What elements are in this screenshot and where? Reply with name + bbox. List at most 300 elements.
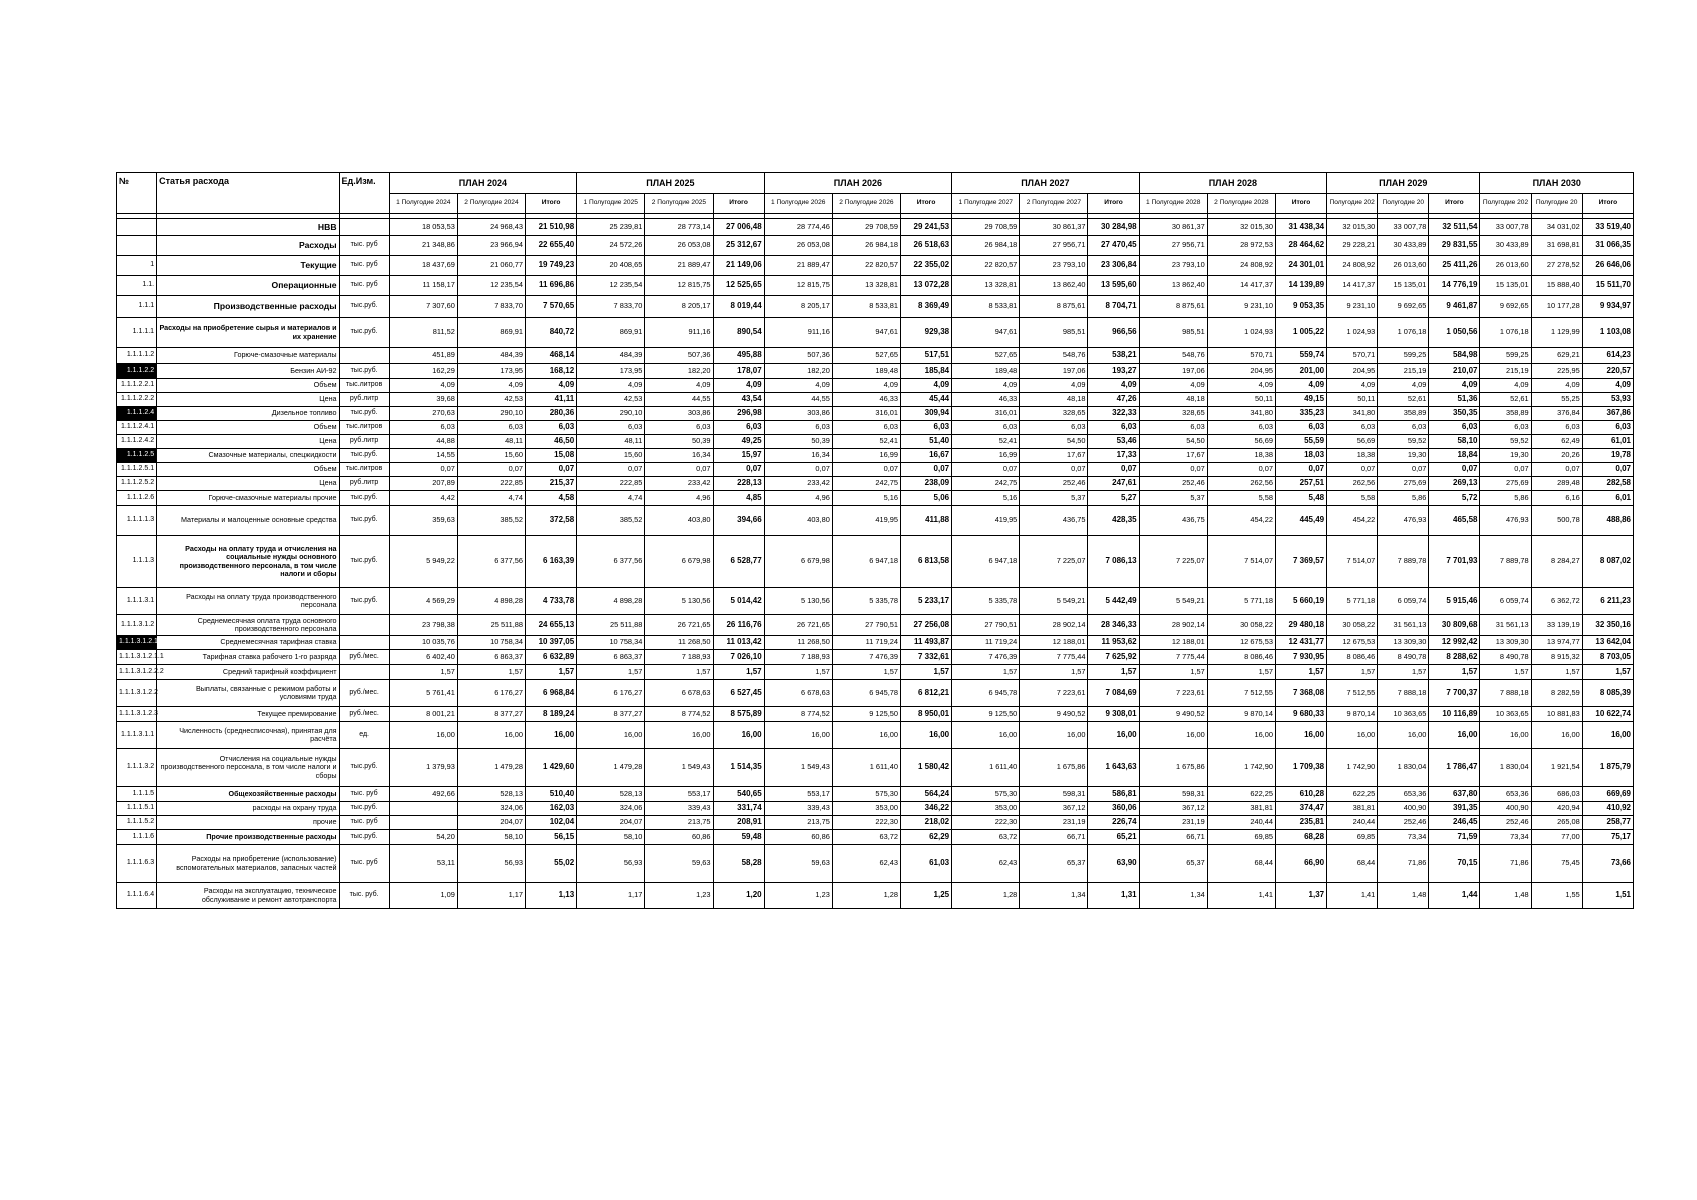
row-value-cell: 4,09 [764,379,832,393]
budget-table-body [117,214,1634,909]
row-total-cell: 26 116,76 [713,615,764,636]
row-value-cell: 225,95 [1531,364,1582,379]
row-value-cell: 570,71 [1327,348,1378,364]
row-value-cell: 4,42 [389,491,457,506]
row-code: 1.1.1.3.1.2.2.2 [117,665,157,680]
row-total-cell: 55,59 [1275,435,1326,449]
row-total-cell: 14 139,89 [1275,276,1326,296]
row-total-cell: 280,36 [526,407,577,421]
row-total-cell: 22 655,40 [526,236,577,256]
row-value-cell: 24 968,43 [457,219,525,236]
row-value-cell: 215,19 [1378,364,1429,379]
row-value-cell: 7 514,07 [1327,536,1378,588]
row-value-cell: 451,89 [389,348,457,364]
row-total-cell: 238,09 [900,477,951,491]
row-total-cell: 468,14 [526,348,577,364]
row-total-cell: 49,15 [1275,393,1326,407]
row-value-cell: 12 188,01 [1139,636,1207,650]
row-total-cell: 7 086,13 [1088,536,1139,588]
row-total-cell: 16,67 [900,449,951,463]
row-value-cell: 25 511,88 [577,615,645,636]
row-value-cell: 4 898,28 [457,588,525,615]
row-total-cell: 8 950,01 [900,707,951,722]
row-value-cell: 16,00 [389,722,457,749]
row-total-cell: 56,15 [526,830,577,845]
row-value-cell: 14 417,37 [1207,276,1275,296]
row-total-cell: 11 493,87 [900,636,951,650]
row-value-cell: 5 761,41 [389,680,457,707]
row-article-name: Объем [157,463,339,477]
row-value-cell: 553,17 [764,787,832,802]
row-value-cell: 18 437,69 [389,256,457,276]
row-code: 1.1.1.2.2 [117,364,157,379]
row-value-cell: 16,00 [952,722,1020,749]
row-article-name: Отчисления на социальные нужды производственного персонала, в том числе налоги и сборы [157,749,339,787]
row-value-cell: 653,36 [1480,787,1531,802]
row-value-cell: 16,00 [577,722,645,749]
row-value-cell: 1 549,43 [645,749,713,787]
row-value-cell: 339,43 [764,802,832,816]
row-value-cell: 10 758,34 [577,636,645,650]
row-value-cell: 5 130,56 [645,588,713,615]
table-row [117,816,1634,830]
row-total-cell: 540,65 [713,787,764,802]
row-value-cell: 242,75 [952,477,1020,491]
row-total-cell: 75,17 [1582,830,1633,845]
row-total-cell: 6,03 [713,421,764,435]
row-value-cell: 65,37 [1020,845,1088,883]
row-value-cell: 33 007,78 [1378,219,1429,236]
row-value-cell: 5 771,18 [1327,588,1378,615]
row-value-cell: 10 177,28 [1531,296,1582,318]
row-total-cell: 15 511,70 [1582,276,1633,296]
row-total-cell: 8 575,89 [713,707,764,722]
row-value-cell: 7 888,18 [1378,680,1429,707]
row-value-cell: 6,03 [832,421,900,435]
row-value-cell: 1,57 [1531,665,1582,680]
row-value-cell: 189,48 [952,364,1020,379]
row-value-cell: 204,07 [577,816,645,830]
row-total-cell: 0,07 [1429,463,1480,477]
row-value-cell: 50,11 [1207,393,1275,407]
row-value-cell: 32 015,30 [1327,219,1378,236]
row-value-cell: 16,00 [764,722,832,749]
row-total-cell: 68,28 [1275,830,1326,845]
row-total-cell: 4,09 [1582,379,1633,393]
row-value-cell: 811,52 [389,318,457,348]
row-total-cell: 12 992,42 [1429,636,1480,650]
row-value-cell: 26 984,18 [952,236,1020,256]
row-total-cell: 1,44 [1429,883,1480,909]
table-row [117,665,1634,680]
row-total-cell: 6,03 [1429,421,1480,435]
row-total-cell: 0,07 [1582,463,1633,477]
row-total-cell: 45,44 [900,393,951,407]
row-total-cell: 55,02 [526,845,577,883]
row-value-cell: 629,21 [1531,348,1582,364]
row-value-cell: 62,43 [832,845,900,883]
row-value-cell: 9 231,10 [1327,296,1378,318]
row-value-cell: 1 024,93 [1327,318,1378,348]
row-value-cell: 575,30 [832,787,900,802]
row-value-cell: 484,39 [457,348,525,364]
row-total-cell: 11 696,86 [526,276,577,296]
row-article-name: Объем [157,379,339,393]
row-total-cell: 29 831,55 [1429,236,1480,256]
row-total-cell: 7 369,57 [1275,536,1326,588]
row-article-name: Смазочные материалы, спецжидкости [157,449,339,463]
row-total-cell: 1 429,60 [526,749,577,787]
row-value-cell: 324,06 [457,802,525,816]
row-total-cell: 5 233,17 [900,588,951,615]
table-row [117,379,1634,393]
row-value-cell: 4,09 [1207,379,1275,393]
row-value-cell: 9 490,52 [1020,707,1088,722]
row-value-cell: 1,09 [389,883,457,909]
row-total-cell: 360,06 [1088,802,1139,816]
row-value-cell: 39,68 [389,393,457,407]
row-code: 1.1.1 [117,296,157,318]
row-value-cell: 5 549,21 [1139,588,1207,615]
row-value-cell: 222,30 [952,816,1020,830]
row-value-cell: 420,94 [1531,802,1582,816]
row-value-cell: 7 514,07 [1207,536,1275,588]
row-code: 1.1.1.2.5.1 [117,463,157,477]
row-value-cell: 4,09 [832,379,900,393]
row-total-cell: 9 308,01 [1088,707,1139,722]
table-row [117,491,1634,506]
row-value-cell: 13 862,40 [1020,276,1088,296]
row-total-cell: 8 087,02 [1582,536,1633,588]
row-total-cell: 235,81 [1275,816,1326,830]
row-value-cell: 1,28 [832,883,900,909]
row-value-cell: 71,86 [1378,845,1429,883]
row-total-cell: 61,01 [1582,435,1633,449]
row-value-cell: 42,53 [577,393,645,407]
row-value-cell: 0,07 [764,463,832,477]
row-value-cell: 24 572,26 [577,236,645,256]
row-value-cell: 7 307,60 [389,296,457,318]
row-value-cell: 7 223,61 [1139,680,1207,707]
row-value-cell: 15 135,01 [1378,276,1429,296]
row-value-cell: 31 561,13 [1480,615,1531,636]
row-total-cell: 5 014,42 [713,588,764,615]
row-value-cell: 30 861,37 [1020,219,1088,236]
row-value-cell: 367,12 [1139,802,1207,816]
row-total-cell: 669,69 [1582,787,1633,802]
row-value-cell: 9 125,50 [952,707,1020,722]
row-value-cell: 0,07 [1020,463,1088,477]
row-value-cell: 653,36 [1378,787,1429,802]
row-value-cell: 4,09 [457,379,525,393]
row-value-cell: 341,80 [1207,407,1275,421]
row-value-cell: 18 053,53 [389,219,457,236]
row-total-cell: 559,74 [1275,348,1326,364]
table-row [117,477,1634,491]
row-total-cell: 1 005,22 [1275,318,1326,348]
row-value-cell: 54,50 [1139,435,1207,449]
row-total-cell: 30 809,68 [1429,615,1480,636]
header-period-1-0: 1 Полугодие 2025 [577,194,645,214]
row-total-cell: 193,27 [1088,364,1139,379]
row-value-cell: 4,09 [952,379,1020,393]
row-value-cell: 7 225,07 [1139,536,1207,588]
row-total-cell: 32 511,54 [1429,219,1480,236]
row-value-cell: 16,34 [645,449,713,463]
header-period-5-1: Полугодие 20 [1378,194,1429,214]
row-value-cell: 598,31 [1020,787,1088,802]
row-total-cell: 16,00 [1088,722,1139,749]
row-value-cell: 33 139,19 [1531,615,1582,636]
row-total-cell: 5,48 [1275,491,1326,506]
row-total-cell: 4,09 [526,379,577,393]
row-total-cell: 27 256,08 [900,615,951,636]
row-value-cell: 23 798,38 [389,615,457,636]
row-total-cell: 63,90 [1088,845,1139,883]
row-total-cell: 12 431,77 [1275,636,1326,650]
row-total-cell: 1 786,47 [1429,749,1480,787]
row-total-cell: 25 411,26 [1429,256,1480,276]
row-value-cell: 548,76 [1020,348,1088,364]
row-value-cell: 30 058,22 [1327,615,1378,636]
row-total-cell: 517,51 [900,348,951,364]
row-value-cell: 30 861,37 [1139,219,1207,236]
row-total-cell: 7 930,95 [1275,650,1326,665]
row-total-cell: 201,00 [1275,364,1326,379]
row-value-cell: 16,00 [1139,722,1207,749]
row-value-cell: 1,57 [1378,665,1429,680]
row-value-cell: 6 059,74 [1378,588,1429,615]
row-value-cell: 6 947,18 [952,536,1020,588]
row-code: 1.1.1.1.3 [117,506,157,536]
row-value-cell: 17,67 [1020,449,1088,463]
row-value-cell: 265,08 [1531,816,1582,830]
row-value-cell: 252,46 [1378,816,1429,830]
row-value-cell: 7 833,70 [577,296,645,318]
row-value-cell: 16,00 [832,722,900,749]
row-value-cell: 28 773,14 [645,219,713,236]
row-total-cell: 1,57 [713,665,764,680]
row-value-cell: 56,93 [577,845,645,883]
budget-table [116,172,1634,909]
row-value-cell: 4,09 [1378,379,1429,393]
row-value-cell: 60,86 [764,830,832,845]
row-value-cell: 4,09 [1327,379,1378,393]
row-value-cell: 1 611,40 [832,749,900,787]
row-unit [339,636,389,650]
row-value-cell: 27 790,51 [952,615,1020,636]
row-value-cell: 7 833,70 [457,296,525,318]
row-value-cell: 16,00 [1327,722,1378,749]
row-value-cell: 63,72 [952,830,1020,845]
row-value-cell: 500,78 [1531,506,1582,536]
table-row [117,749,1634,787]
row-value-cell: 400,90 [1378,802,1429,816]
row-value-cell: 0,07 [1480,463,1531,477]
header-article: Статья расхода [157,173,339,214]
row-value-cell: 15 888,40 [1531,276,1582,296]
row-total-cell: 9 053,35 [1275,296,1326,318]
row-value-cell: 182,20 [645,364,713,379]
row-value-cell: 30 433,89 [1480,236,1531,256]
row-total-cell: 6,03 [526,421,577,435]
table-row [117,276,1634,296]
row-value-cell: 16,34 [764,449,832,463]
row-value-cell: 8 377,27 [457,707,525,722]
row-total-cell: 62,29 [900,830,951,845]
row-value-cell: 4,09 [645,379,713,393]
row-value-cell: 13 309,30 [1480,636,1531,650]
row-total-cell: 0,07 [1088,463,1139,477]
row-code: 1.1.1.6.4 [117,883,157,909]
row-value-cell: 16,00 [1207,722,1275,749]
row-total-cell: 28 346,33 [1088,615,1139,636]
row-value-cell: 52,61 [1480,393,1531,407]
row-value-cell: 1 921,54 [1531,749,1582,787]
row-value-cell: 52,41 [832,435,900,449]
row-value-cell: 21 060,77 [457,256,525,276]
row-value-cell: 1,57 [832,665,900,680]
row-code: 1.1. [117,276,157,296]
row-value-cell: 24 808,92 [1327,256,1378,276]
row-value-cell: 6,03 [1207,421,1275,435]
row-unit: тыс. руб [339,816,389,830]
row-value-cell: 173,95 [457,364,525,379]
row-value-cell: 8 774,52 [764,707,832,722]
row-value-cell: 50,39 [645,435,713,449]
row-total-cell: 7 332,61 [900,650,951,665]
row-value-cell: 69,85 [1327,830,1378,845]
row-total-cell: 7 701,93 [1429,536,1480,588]
row-code: 1.1.1.5.1 [117,802,157,816]
row-total-cell: 6 968,84 [526,680,577,707]
row-total-cell: 258,77 [1582,816,1633,830]
header-plan-2029: ПЛАН 2029 [1327,173,1480,194]
row-unit: тыс. руб [339,787,389,802]
row-total-cell: 29 241,53 [900,219,951,236]
row-total-cell: 564,24 [900,787,951,802]
row-value-cell: 59,52 [1378,435,1429,449]
header-unit: Ед.Изм. [339,173,389,214]
row-total-cell: 15,08 [526,449,577,463]
row-value-cell: 12 188,01 [1020,636,1088,650]
row-value-cell: 911,16 [645,318,713,348]
row-code: 1.1.1.3.1 [117,588,157,615]
row-total-cell: 247,61 [1088,477,1139,491]
row-total-cell: 208,91 [713,816,764,830]
table-row [117,348,1634,364]
row-total-cell: 102,04 [526,816,577,830]
row-value-cell: 19,30 [1378,449,1429,463]
row-unit: тыс.руб. [339,318,389,348]
row-total-cell: 4,09 [900,379,951,393]
row-value-cell: 8 875,61 [1139,296,1207,318]
row-total-cell: 19 749,23 [526,256,577,276]
row-value-cell: 48,11 [577,435,645,449]
header-period-5-0: Полугодие 202 [1327,194,1378,214]
row-value-cell: 454,22 [1327,506,1378,536]
row-value-cell: 1,23 [645,883,713,909]
row-value-cell: 15,60 [457,449,525,463]
row-value-cell: 4,09 [1480,379,1531,393]
row-value-cell: 10 758,34 [457,636,525,650]
row-total-cell: 322,33 [1088,407,1139,421]
row-article-name: Среднемесячная тарифная ставка [157,636,339,650]
row-value-cell: 358,89 [1480,407,1531,421]
row-value-cell: 222,85 [457,477,525,491]
row-code [117,219,157,236]
row-total-cell: 8 189,24 [526,707,577,722]
row-value-cell: 869,91 [457,318,525,348]
row-value-cell: 403,80 [764,506,832,536]
row-value-cell: 6 176,27 [457,680,525,707]
row-article-name: Общехозяйственные расходы [157,787,339,802]
row-value-cell: 11 719,24 [952,636,1020,650]
row-value-cell: 63,72 [832,830,900,845]
row-value-cell: 44,55 [764,393,832,407]
row-total-cell: 0,07 [526,463,577,477]
row-value-cell: 13 309,30 [1378,636,1429,650]
row-value-cell: 7 889,78 [1378,536,1429,588]
row-unit: тыс.руб. [339,407,389,421]
row-value-cell: 9 692,65 [1378,296,1429,318]
row-value-cell: 252,46 [1020,477,1088,491]
row-total-cell: 29 480,18 [1275,615,1326,636]
row-code: 1.1.1.3.1.2.3 [117,707,157,722]
row-total-cell: 1,57 [1429,665,1480,680]
row-value-cell: 62,49 [1531,435,1582,449]
row-article-name: Расходы на приобретение (использование) вспомогательных материалов, запасных частей [157,845,339,883]
row-value-cell: 303,86 [764,407,832,421]
row-total-cell: 17,33 [1088,449,1139,463]
row-value-cell: 5,37 [1020,491,1088,506]
row-value-cell: 4,09 [1020,379,1088,393]
row-value-cell: 13 974,77 [1531,636,1582,650]
row-value-cell: 12 235,54 [457,276,525,296]
row-value-cell: 7 775,44 [1020,650,1088,665]
row-total-cell: 168,12 [526,364,577,379]
row-total-cell: 41,11 [526,393,577,407]
row-value-cell: 341,80 [1327,407,1378,421]
row-unit [339,219,389,236]
row-value-cell: 1,34 [1139,883,1207,909]
row-value-cell: 4 898,28 [577,588,645,615]
row-article-name: НВВ [157,219,339,236]
row-total-cell: 13 595,60 [1088,276,1139,296]
row-code [117,236,157,256]
row-value-cell: 1,57 [577,665,645,680]
row-total-cell: 210,07 [1429,364,1480,379]
row-value-cell: 1,57 [952,665,1020,680]
row-value-cell: 339,43 [645,802,713,816]
row-value-cell: 9 125,50 [832,707,900,722]
row-value-cell: 0,07 [457,463,525,477]
row-total-cell: 16,00 [713,722,764,749]
row-value-cell: 376,84 [1531,407,1582,421]
row-value-cell: 56,69 [1327,435,1378,449]
row-article-name: Расходы на приобретение сырья и материалов и их хранение [157,318,339,348]
row-total-cell: 32 350,16 [1582,615,1633,636]
row-value-cell: 599,25 [1480,348,1531,364]
row-value-cell: 28 902,14 [1020,615,1088,636]
row-value-cell: 1 742,90 [1327,749,1378,787]
row-value-cell: 26 721,65 [645,615,713,636]
row-value-cell: 16,00 [1480,722,1531,749]
row-value-cell: 358,89 [1378,407,1429,421]
row-total-cell: 16,00 [900,722,951,749]
row-unit: тыс. руб [339,236,389,256]
row-value-cell: 1,55 [1531,883,1582,909]
